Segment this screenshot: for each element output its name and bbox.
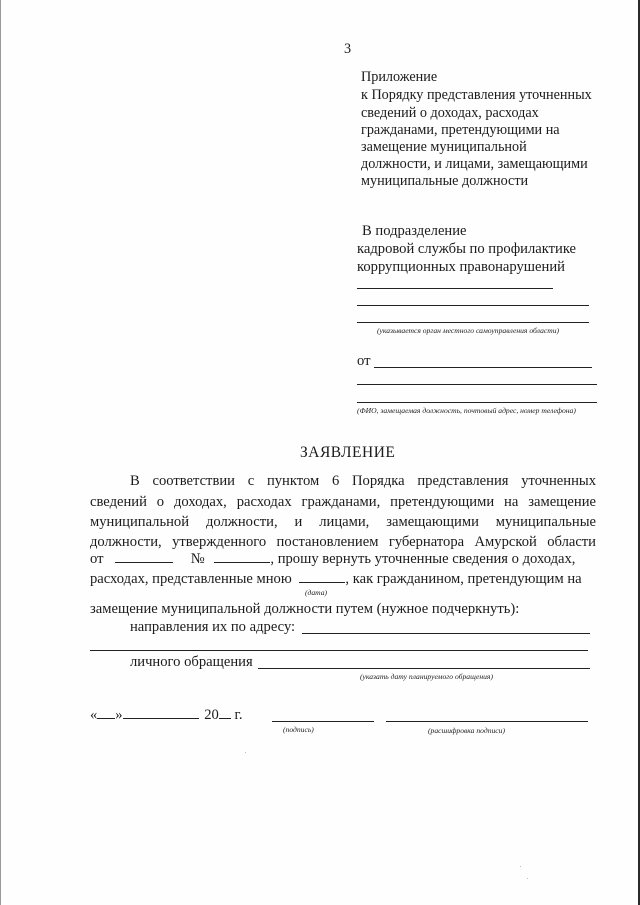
submitted-date-field[interactable] (299, 570, 345, 583)
body-line: В соответствии с пунктом 6 Порядка представления уточненных (130, 473, 596, 489)
month-field[interactable] (123, 706, 199, 719)
addressee-line: кадровой службы по профилактике (357, 241, 577, 257)
option-mail[interactable]: направления их по адресу: (130, 619, 296, 635)
planned-date-line[interactable] (258, 668, 590, 669)
candidate-text: , как гражданином, претендующим на (345, 571, 582, 587)
page-number: 3 (344, 41, 352, 57)
scan-speck (520, 866, 521, 867)
scan-speck (527, 878, 528, 879)
address-line-2[interactable] (90, 650, 588, 651)
day-field[interactable] (97, 706, 115, 719)
year-field[interactable] (219, 706, 231, 719)
annex-line: Приложение (361, 69, 438, 85)
scan-speck (245, 752, 246, 753)
address-line-1[interactable] (302, 633, 590, 634)
body-line: замещение муниципальной должности путем (нужное подчеркнуть): (90, 601, 520, 617)
from-word: от (90, 551, 104, 567)
page-left-edge (0, 0, 1, 905)
year-suffix: г. (234, 707, 243, 723)
document-title: ЗАЯВЛЕНИЕ (300, 444, 396, 461)
signature-line[interactable] (272, 721, 374, 722)
annex-line: должности, и лицами, замещающими (361, 156, 588, 172)
annex-line: сведений о доходах, расходах (361, 105, 539, 121)
number-field[interactable] (214, 550, 270, 563)
body-line-submitted (90, 570, 582, 588)
year-prefix: 20 (204, 707, 219, 723)
from-line-2[interactable] (357, 384, 597, 385)
annex-line: муниципальные должности (361, 173, 529, 189)
from-line-3[interactable] (357, 402, 597, 403)
annex-line: гражданами, претендующими на (361, 122, 560, 138)
from-line-1[interactable] (374, 367, 592, 368)
submitted-text: расходах, представленные мною (90, 571, 292, 587)
org-line-3[interactable] (357, 322, 589, 323)
annex-line: замещение муниципальной (361, 139, 527, 155)
body-line: муниципальной должности, и лицами, замещающими муниципальные (90, 514, 596, 530)
quote-close: » (115, 707, 123, 723)
quote-open: « (90, 707, 98, 723)
number-sign: № (190, 551, 205, 567)
body-line-date-number (90, 550, 596, 568)
body-line: должности, утвержденного постановлением губернатора Амурской области (90, 534, 596, 550)
org-line-2[interactable] (357, 305, 589, 306)
org-hint: (указывается орган местного самоуправления области) (377, 326, 560, 335)
planned-date-hint: (указать дату планируемого обращения) (360, 672, 493, 681)
signature-hint: (подпись) (283, 725, 314, 734)
date-hint: (дата) (305, 588, 328, 597)
date-field[interactable] (115, 550, 173, 563)
org-line-1[interactable] (357, 288, 553, 289)
addressee-line: В подразделение (362, 223, 467, 239)
body-line: сведений о доходах, расходах гражданами, претендующими на замещение (90, 494, 596, 510)
addressee-line: коррупционных правонарушений (357, 259, 565, 275)
person-hint: (ФИО, замещаемая должность, почтовый адрес, номер телефона) (357, 406, 576, 415)
annex-line: к Порядку представления уточненных (361, 87, 592, 103)
option-personal[interactable]: личного обращения (130, 654, 253, 670)
signature-decoding-line[interactable] (386, 721, 588, 722)
from-label: от (357, 353, 371, 369)
decoding-hint: (расшифровка подписи) (428, 726, 505, 735)
request-text: , прошу вернуть уточненные сведения о доходах, (270, 551, 576, 567)
